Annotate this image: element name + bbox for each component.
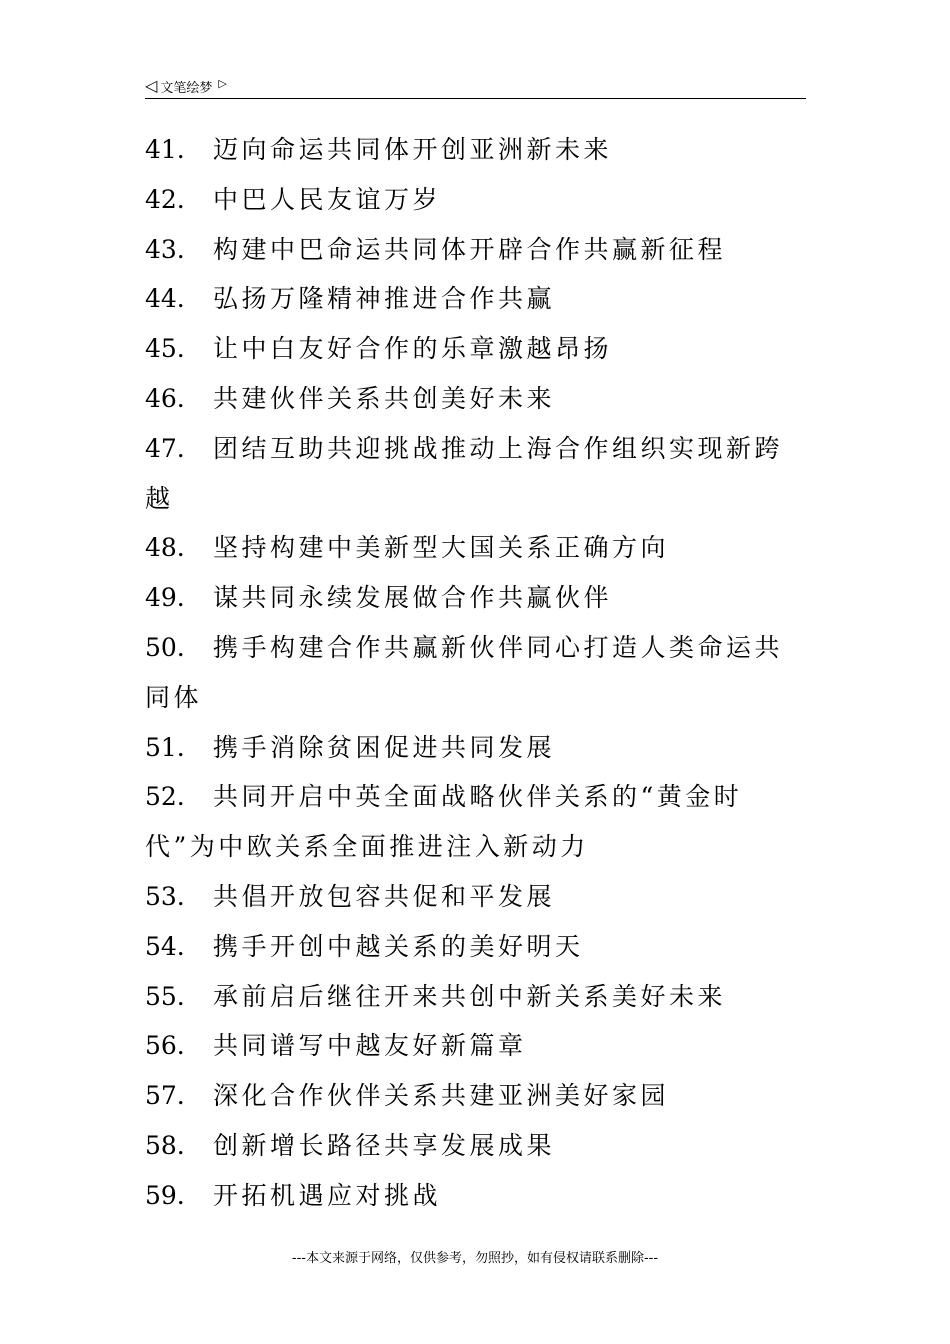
item-number: 58. — [145, 1130, 185, 1160]
item-number: 59. — [145, 1180, 185, 1210]
item-text: 携手开创中越关系的美好明天 — [213, 931, 584, 961]
item-text: 迈向命运共同体开创亚洲新未来 — [213, 135, 613, 164]
list-item — [145, 424, 809, 524]
item-text: 共建伙伴关系共创美好未来 — [213, 383, 556, 413]
list-item — [145, 125, 809, 175]
list-item — [145, 772, 809, 872]
item-text: 创新增长路径共享发展成果 — [213, 1130, 556, 1160]
item-number: 48. — [145, 533, 185, 563]
triangle-right-icon: ▷ — [218, 76, 227, 90]
item-number: 50. — [145, 632, 185, 662]
item-number: 42. — [145, 184, 185, 214]
list-item — [145, 922, 809, 972]
item-number: 53. — [145, 881, 185, 911]
item-number: 49. — [145, 583, 185, 613]
list-item — [145, 1121, 809, 1171]
list-item — [145, 324, 809, 374]
list-item — [145, 872, 809, 922]
item-text: 深化合作伙伴关系共建亚洲美好家园 — [213, 1081, 670, 1111]
item-number: 57. — [145, 1081, 185, 1111]
item-text: 共同谱写中越友好新篇章 — [213, 1031, 527, 1061]
item-number: 55. — [145, 981, 185, 1011]
list-item — [145, 1171, 809, 1221]
item-number: 43. — [145, 234, 185, 264]
item-number: 56. — [145, 1031, 185, 1061]
item-number: 52. — [145, 782, 185, 812]
list-item — [145, 1021, 809, 1071]
item-text: 构建中巴命运共同体开辟合作共赢新征程 — [213, 234, 727, 264]
item-text: 弘扬万隆精神推进合作共赢 — [213, 284, 556, 314]
item-number: 45. — [145, 334, 185, 364]
item-text: 共同开启中英全面战略伙伴关系的“黄金时代”为中欧关系全面推进注入新动力 — [145, 782, 743, 862]
page-header — [145, 74, 806, 99]
title-list — [145, 125, 809, 1221]
item-text: 开拓机遇应对挑战 — [213, 1180, 442, 1210]
item-text: 承前启后继往开来共创中新关系美好未来 — [213, 981, 727, 1011]
item-number: 47. — [145, 433, 185, 463]
item-text: 携手构建合作共赢新伙伴同心打造人类命运共同体 — [145, 632, 784, 712]
item-number: 51. — [145, 732, 185, 762]
item-text: 团结互助共迎挑战推动上海合作组织实现新跨越 — [145, 433, 784, 513]
list-item — [145, 175, 809, 225]
triangle-left-icon: ◁ — [145, 76, 158, 95]
item-text: 共倡开放包容共促和平发展 — [213, 881, 556, 911]
list-item — [145, 723, 809, 773]
list-item — [145, 225, 809, 275]
list-item — [145, 623, 809, 723]
list-item — [145, 972, 809, 1022]
list-item — [145, 573, 809, 623]
item-text: 坚持构建中美新型大国关系正确方向 — [213, 533, 670, 563]
list-item — [145, 274, 809, 324]
header-title: 文笔绘梦 — [160, 80, 213, 96]
item-text: 携手消除贫困促进共同发展 — [213, 732, 556, 762]
item-number: 41. — [145, 135, 185, 164]
item-number: 46. — [145, 383, 185, 413]
item-number: 54. — [145, 931, 185, 961]
footer-disclaimer: ---本文来源于网络，仅供参考，勿照抄，如有侵权请联系删除--- — [291, 1251, 659, 1266]
list-item — [145, 1071, 809, 1121]
item-number: 44. — [145, 284, 185, 314]
item-text: 谋共同永续发展做合作共赢伙伴 — [213, 583, 613, 613]
item-text: 中巴人民友谊万岁 — [213, 184, 442, 214]
list-item — [145, 523, 809, 573]
item-text: 让中白友好合作的乐章激越昂扬 — [213, 334, 613, 364]
list-item — [145, 374, 809, 424]
